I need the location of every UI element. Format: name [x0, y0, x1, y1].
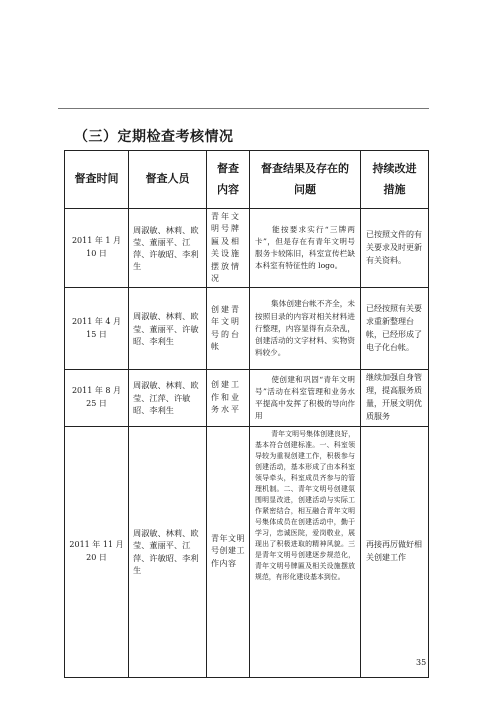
table-row: [65, 426, 429, 677]
cell-result: [250, 426, 361, 677]
cell-result-text: 集体创建台帐不齐全，未按照目录的内容对相关材料进行整理，内容显得有点杂乱，创建活动的文字材料、实物资料较少。: [255, 299, 355, 358]
inspection-table: [64, 150, 429, 678]
cell-improve: 再接再厉做好相关创建工作: [361, 426, 429, 677]
header-rule: [58, 108, 429, 109]
cell-improve: 已经按照有关要求重新整理台帐，已经形成了电子化台帐。: [361, 288, 429, 370]
page-number: 35: [416, 658, 427, 667]
header-improve: [361, 151, 429, 209]
table-row: [65, 370, 429, 426]
header-result-line1: 督查结果及存在的: [261, 161, 349, 175]
cell-result: [250, 370, 361, 426]
header-content-line2: 内容: [217, 182, 239, 196]
header-improve-line1: 持续改进: [372, 161, 417, 175]
cell-time: 2011 年 8 月 25 日: [65, 370, 129, 426]
table-header-row: [65, 151, 429, 209]
cell-result: [250, 209, 361, 288]
cell-improve: 继续加强自身管理，提高服务质量，开展文明优质服务: [361, 370, 429, 426]
cell-time: 2011 年 11 月 20 日: [65, 426, 129, 677]
section-heading: （三）定期检查考核情况: [74, 129, 234, 145]
table-row: [65, 209, 429, 288]
cell-result-text: 能按要求实行“三牌两卡”，但是存在有青年文明号服务卡较陈旧，科室宣传栏缺本科室有特征性的 logo。: [255, 224, 355, 271]
cell-content: 创建青年文明号的台帐: [207, 288, 250, 370]
cell-people: 周淑敏、林莉、欧莹、董丽平、江萍、许敏昭、李利生: [129, 426, 207, 677]
cell-result: [250, 288, 361, 370]
header-result: [250, 151, 361, 209]
cell-content: 青年文明号牌匾及相关设施摆放情况: [207, 209, 250, 288]
cell-result-text: 使创建和巩固“青年文明号”活动在科室管理和业务水平提高中发挥了积极的导向作用: [255, 374, 355, 421]
cell-result-text: 青年文明号集体创建良好，基本符合创建标准。一、科室领导较为重视创建工作，积极参与创建活动，基本形成了由本科室领导牵头，科室成员齐参与的管理机制。二、青年文明号创建氛围明显改进，创建活动与实际工作紧密结合，相互融合青年文明号集体成员在创建活动中，勤于学习，忠诚医院，爱岗敬业，展现出了积极进取的精神风貌。三是青年文明号创建逐步规范化，青年文明号牌匾及相关设施摆放规范，有形化建设基本到位。: [255, 429, 355, 582]
header-time: 督查时间: [65, 151, 129, 209]
header-content: [207, 151, 250, 209]
cell-time: 2011 年 1 月 10 日: [65, 209, 129, 288]
header-result-line2: 问题: [294, 182, 316, 196]
cell-people: 周淑敏、林莉、欧莹、董丽平、许敏昭、李利生: [129, 288, 207, 370]
table-row: [65, 288, 429, 370]
cell-people: 周淑敏、林莉、欧莹、江萍、许敏昭、李利生: [129, 370, 207, 426]
header-people: 督查人员: [129, 151, 207, 209]
cell-time: 2011 年 4 月 15 日: [65, 288, 129, 370]
header-improve-line2: 措施: [383, 182, 406, 196]
header-content-line1: 督查: [217, 161, 239, 175]
cell-people: 周淑敏、林莉、欧莹、董丽平、江萍、许敏昭、李利生: [129, 209, 207, 288]
cell-improve: 已按照文件的有关要求及时更新有关资料。: [361, 209, 429, 288]
cell-content: 青年文明号创建工作内容: [207, 426, 250, 677]
cell-content: 创建工作和业务水平: [207, 370, 250, 426]
